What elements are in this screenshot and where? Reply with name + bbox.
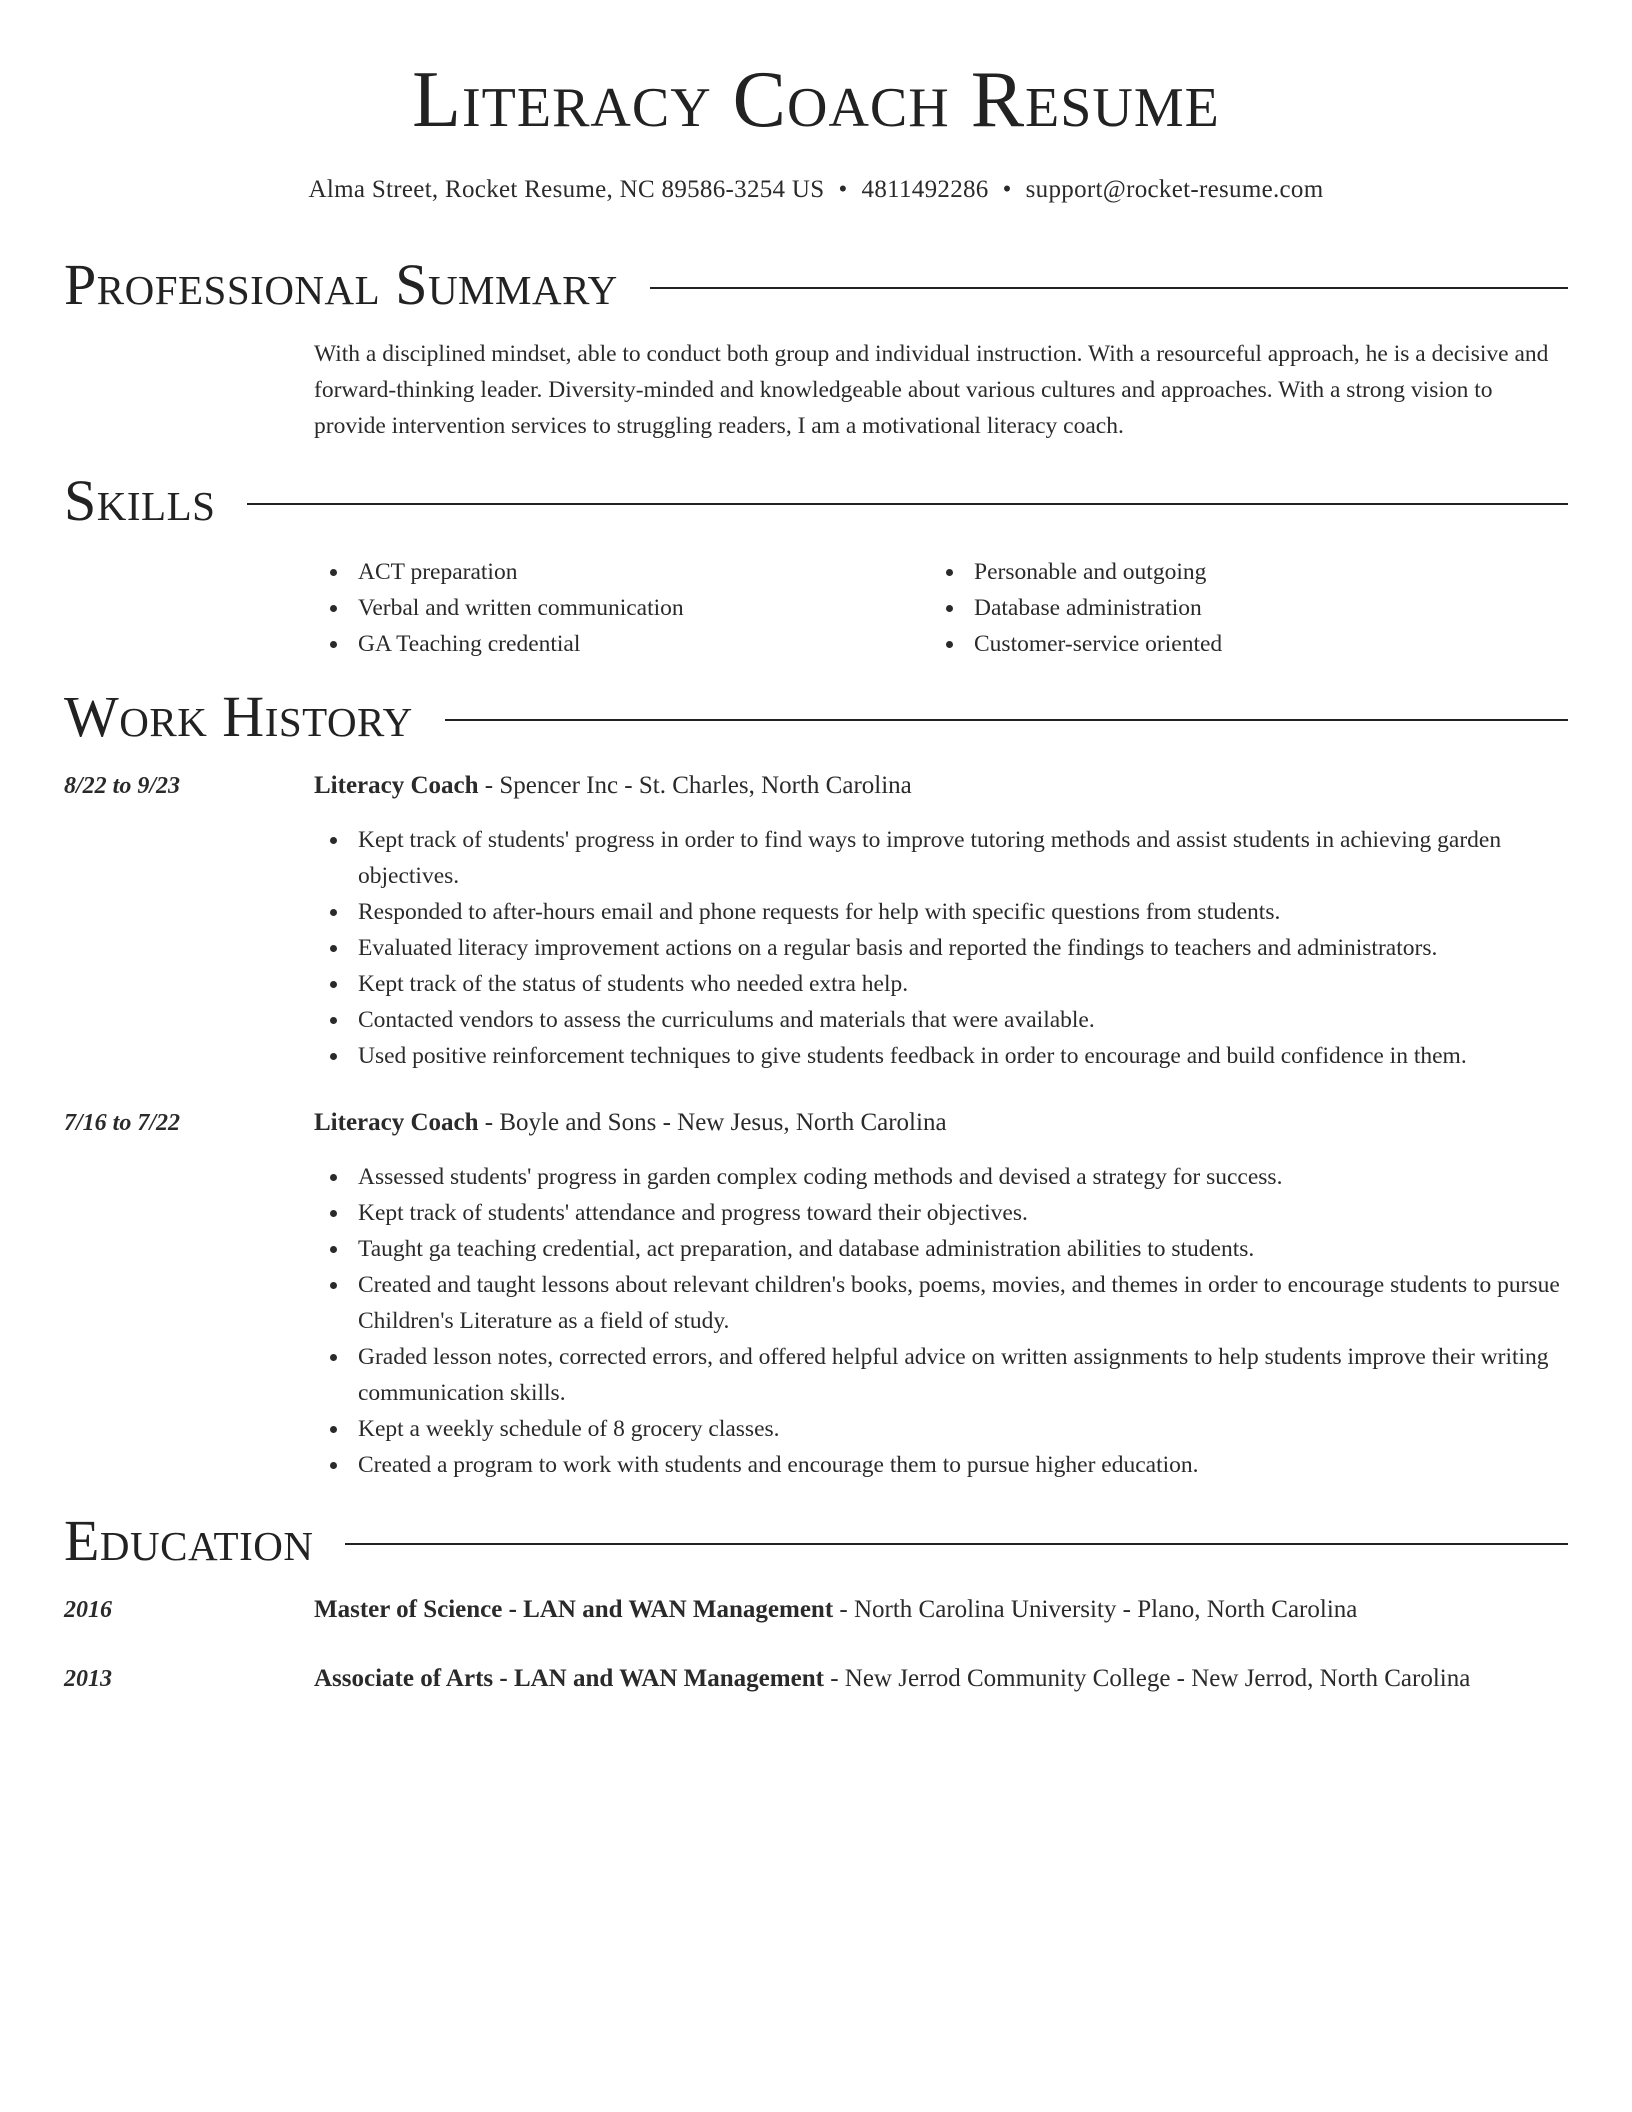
work-heading: Work History — [64, 684, 413, 749]
education-degree: Master of Science - LAN and WAN Management — [314, 1596, 834, 1623]
education-section-header — [64, 1508, 1568, 1573]
education-degree: Associate of Arts - LAN and WAN Management — [314, 1665, 824, 1692]
job-bullet: Kept track of the status of students who needed extra help. — [314, 966, 1568, 1002]
contact-email: support@rocket-resume.com — [1025, 176, 1324, 203]
job-bullet: Kept track of students' attendance and progress toward their objectives. — [314, 1195, 1568, 1231]
skill-item: Verbal and written communication — [314, 590, 930, 626]
education-entry — [314, 1661, 1568, 1697]
education-year: 2013 — [64, 1666, 112, 1692]
job-heading — [314, 768, 1568, 804]
summary-section-header — [64, 252, 1568, 317]
education-school: - New Jerrod Community College - New Jerrod, North Carolina — [823, 1665, 1471, 1692]
job-bullet: Created a program to work with students and encourage them to pursue higher education. — [314, 1447, 1568, 1483]
skill-item: Customer-service oriented — [930, 626, 1546, 662]
section-divider — [650, 287, 1568, 289]
job-bullet: Kept a weekly schedule of 8 grocery classes. — [314, 1411, 1568, 1447]
section-divider — [345, 1543, 1568, 1545]
job-bullets — [314, 822, 1568, 1074]
job-bullet: Evaluated literacy improvement actions on a regular basis and reported the findings to teachers and administrators. — [314, 930, 1568, 966]
skills-section-header — [64, 468, 1568, 533]
skills-grid — [314, 554, 1568, 662]
education-heading: Education — [64, 1508, 314, 1573]
education-entry — [314, 1592, 1568, 1628]
section-divider — [445, 719, 1568, 721]
job-bullet: Responded to after-hours email and phone requests for help with specific questions from students. — [314, 894, 1568, 930]
job-title: Literacy Coach — [314, 1109, 479, 1136]
skill-item: GA Teaching credential — [314, 626, 930, 662]
job-bullet: Used positive reinforcement techniques to give students feedback in order to encourage and build confidence in them. — [314, 1038, 1568, 1074]
contact-phone: 4811492286 — [861, 176, 989, 203]
skills-column-right — [930, 554, 1546, 662]
skills-column-left — [314, 554, 930, 662]
job-bullet: Assessed students' progress in garden complex coding methods and devised a strategy for success. — [314, 1159, 1568, 1195]
job-dates: 8/22 to 9/23 — [64, 773, 181, 799]
job-heading — [314, 1105, 1568, 1141]
resume-title: Literacy Coach Resume — [412, 56, 1220, 144]
summary-heading: Professional Summary — [64, 252, 618, 317]
job-dates: 7/16 to 7/22 — [64, 1110, 181, 1136]
section-divider — [247, 503, 1568, 505]
contact-address: Alma Street, Rocket Resume, NC 89586-3254 US — [308, 176, 825, 203]
education-year: 2016 — [64, 1597, 112, 1623]
job-title: Literacy Coach — [314, 772, 479, 799]
job-employer: - Boyle and Sons - New Jesus, North Carolina — [478, 1109, 947, 1136]
skill-item: Database administration — [930, 590, 1546, 626]
education-school: - North Carolina University - Plano, North Carolina — [833, 1596, 1358, 1623]
work-section-header — [64, 684, 1568, 749]
contact-line — [64, 176, 1568, 204]
job-bullets — [314, 1159, 1568, 1483]
contact-separator: • — [838, 176, 848, 203]
summary-text: With a disciplined mindset, able to conduct both group and individual instruction. With a resourceful approach, he is a decisive and forward-thinking leader. Diversity-minded and knowledgeable about various cultures and approaches. With a strong vision to provide intervention services to struggling readers, I am a motivational literacy coach. — [314, 341, 1549, 439]
skill-item: Personable and outgoing — [930, 554, 1546, 590]
job-bullet: Taught ga teaching credential, act preparation, and database administration abilities to students. — [314, 1231, 1568, 1267]
skill-item: ACT preparation — [314, 554, 930, 590]
skills-heading: Skills — [64, 468, 216, 533]
job-bullet: Kept track of students' progress in order to find ways to improve tutoring methods and assist students in achieving garden objectives. — [314, 822, 1568, 894]
job-bullet: Contacted vendors to assess the curriculums and materials that were available. — [314, 1002, 1568, 1038]
job-bullet: Created and taught lessons about relevant children's books, poems, movies, and themes in order to encourage students to pursue Children's Literature as a field of study. — [314, 1267, 1568, 1339]
job-bullet: Graded lesson notes, corrected errors, and offered helpful advice on written assignments to help students improve their writing communication skills. — [314, 1339, 1568, 1411]
contact-separator: • — [1002, 176, 1012, 203]
job-employer: - Spencer Inc - St. Charles, North Carolina — [478, 772, 912, 799]
